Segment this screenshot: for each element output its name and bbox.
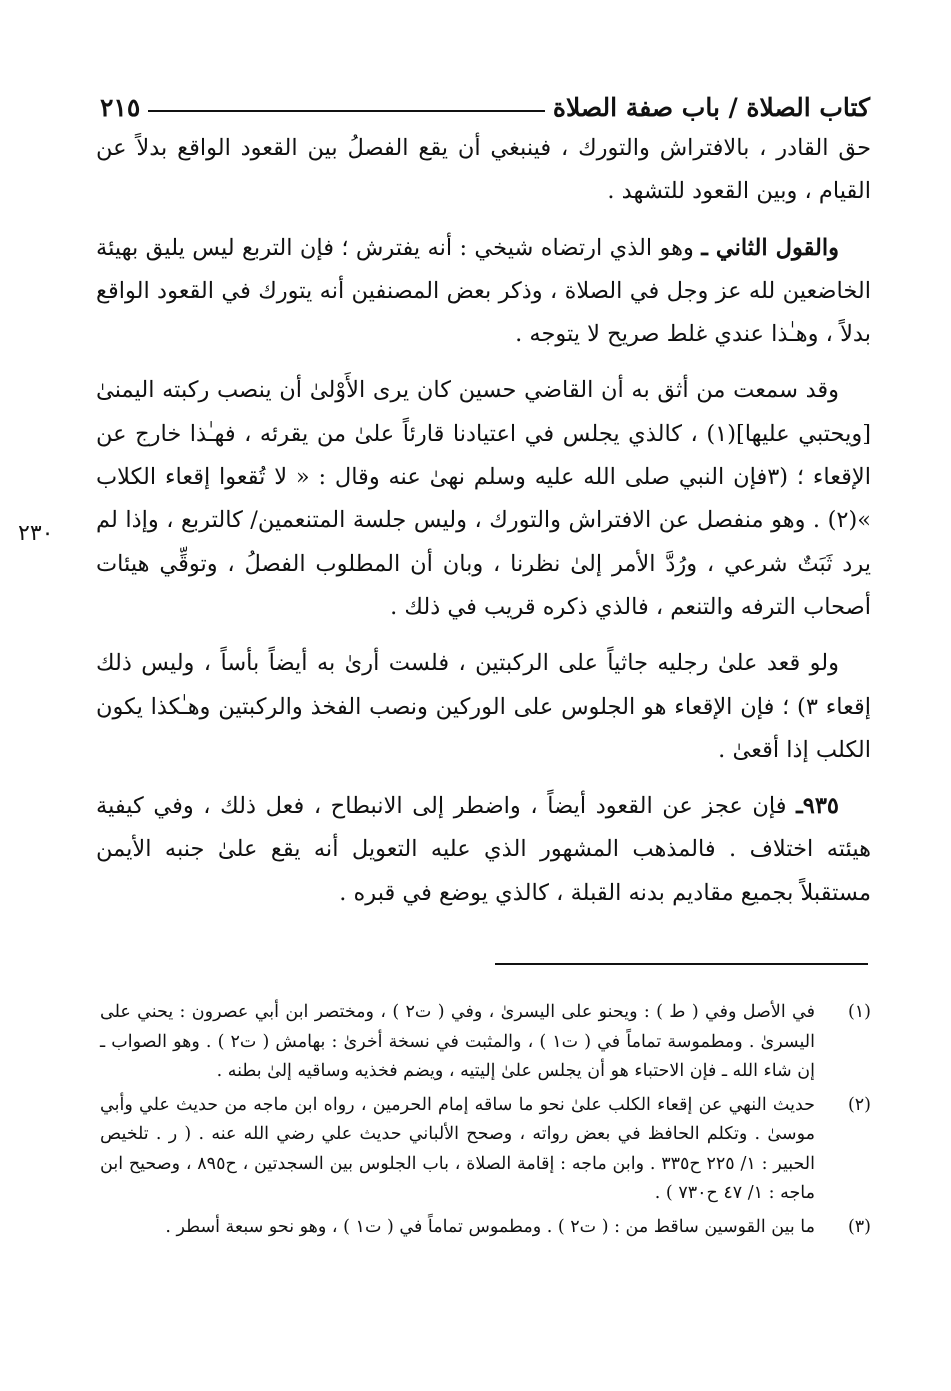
paragraph-text: وقد سمعت من أثق به أن القاضي حسين كان يرى الأَوْلىٰ أن ينصب ركبته اليمنىٰ [ويحتبي عليها](١) ، كالذي يجلس في اعتيادنا قارئاً علىٰ من يقرئه ، فهـٰذا خارج عن الإقعاء ؛ (٣فإن النبي صلى الله عليه وسلم نهىٰ عنه وقال : « لا تُقعوا إقعاء الكلاب »(٢) . وهو منفصل عن الافتراش والتورك ، وليس جلسة المتنعمين/ كالتربع ، وإذا لم يرد ثَبَتٌ شرعي ، ورُدَّ الأمر إلىٰ نظرنا ، وبان أن المطلوب الفصلُ ، وتوقِّي هيئات أصحاب الترفه والتنعم ، فالذي ذكره قريب في ذلك . <box>96 377 871 620</box>
footnote-number: (٢) <box>847 1094 871 1115</box>
paragraph <box>96 642 871 772</box>
margin-manuscript-number: ٢٣٠ <box>18 521 54 546</box>
paragraph <box>96 785 871 915</box>
paragraph <box>96 369 871 629</box>
running-header <box>100 82 870 122</box>
footnote <box>100 1091 871 1209</box>
paragraph-lead: ٩٣٥ـ <box>796 793 839 820</box>
footnote-text: ما بين القوسين ساقط من : ( ت٢ ) . ومطموس تماماً في ( ت١ ) ، وهو نحو سبعة أسطر . <box>165 1216 815 1237</box>
paragraph-lead: والقول الثاني ـ <box>701 234 839 261</box>
footnote-separator <box>495 963 868 965</box>
header-rule <box>148 110 545 112</box>
footnote-number: (١) <box>847 1002 871 1022</box>
paragraph-text: حق القادر ، بالافتراش والتورك ، فينبغي أن يقع الفصلُ بين القعود الواقع بدلاً عن القيام ، وبين القعود للتشهد . <box>96 135 871 205</box>
paragraph-text: ولو قعد علىٰ رجليه جاثياً على الركبتين ، فلست أرىٰ به أيضاً بأساً ، وليس ذلك إقعاء ٣) ؛ فإن الإقعاء هو الجلوس على الوركين ونصب الفخذ والركبتين وهـٰكذا يكون الكلب إذا أقعىٰ . <box>96 650 871 763</box>
main-text <box>96 127 871 928</box>
footnote <box>100 1213 871 1243</box>
footnote-text: حديث النهي عن إقعاء الكلب علىٰ نحو ما ساقه إمام الحرمين ، رواه ابن ماجه من حديث علي وأبي موسىٰ . وتكلم الحافظ في بعض رواته ، وصحح الألباني حديث علي رضي الله عنه . ( ر . تلخيص الحبير : ١/ ٢٢٥ ح٣٣٥ . وابن ماجه : إقامة الصلاة ، باب الجلوس بين السجدتين ، ح٨٩٥ ، وصحيح ابن ماجه : ١/ ٤٧ ح٧٣٠ ) . <box>100 1094 815 1203</box>
footnotes <box>100 998 871 1246</box>
paragraph <box>96 127 871 214</box>
page-number: ٢١٥ <box>100 93 141 122</box>
footnote-number: (٣) <box>847 1216 871 1237</box>
footnote-text: في الأصل وفي ( ط ) : ويحنو على اليسرىٰ ، وفي ( ت٢ ) ، ومختصر ابن أبي عصرون : يحني على اليسرىٰ . ومطموسة تماماً في ( ت١ ) ، والمثبت في نسخة أخرىٰ : بهامش ( ت٢ ) . وهو الصواب ـ إن شاء الله ـ فإن الاحتباء هو أن يجلس علىٰ إليتيه ، ويضم فخذيه وساقيه إلىٰ بطنه . <box>100 1002 815 1081</box>
paragraph <box>96 227 871 357</box>
footnote <box>100 998 871 1087</box>
paragraph-text: فإن عجز عن القعود أيضاً ، واضطر إلى الانبطاح ، فعل ذلك ، وفي كيفية هيئته اختلاف . فالمذهب المشهور الذي عليه التعويل أنه يقع علىٰ جنبه الأيمن مستقبلاً بجميع مقاديم بدنه القبلة ، كالذي يوضع في قبره . <box>96 793 871 906</box>
paragraph-text: وهو الذي ارتضاه شيخي : أنه يفترش ؛ فإن التربع ليس يليق بهيئة الخاضعين لله عز وجل في الصلاة ، وذكر بعض المصنفين أنه يتورك في القعود الواقع بدلاً ، وهـٰذا عندي غلط صريح لا يتوجه . <box>96 234 871 348</box>
header-title: كتاب الصلاة / باب صفة الصلاة <box>552 93 870 122</box>
